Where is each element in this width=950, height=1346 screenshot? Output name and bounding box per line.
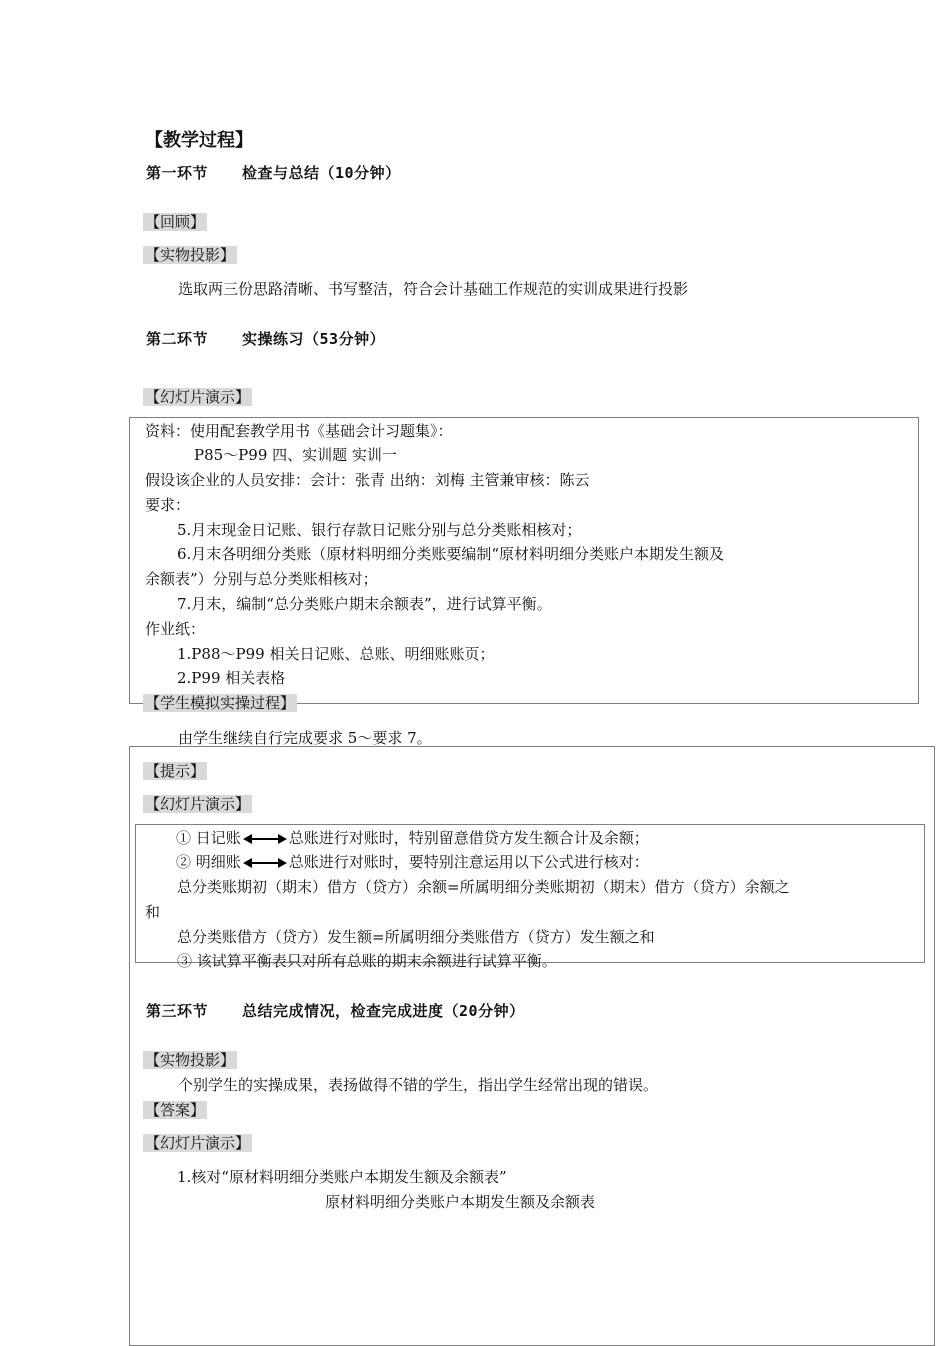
materials-line: P85～P99 四、实训题 实训一: [194, 446, 397, 464]
page-heading: 【教学过程】: [145, 130, 253, 151]
answer-line-1: 1.核对“原材料明细分类账户本期发生额及余额表”: [177, 1168, 507, 1186]
materials-line: 5.月末现金日记账、银行存款日记账分别与总分类账相核对；: [177, 521, 582, 539]
double-arrow-icon: [243, 857, 287, 869]
answer-table-title: 原材料明细分类账户本期发生额及余额表: [325, 1193, 596, 1211]
tag-review: 【回顾】: [145, 213, 206, 231]
section-2-label: 第二环节: [146, 330, 209, 348]
section-1-label: 第一环节: [146, 164, 209, 182]
tag-student-sim: 【学生模拟实操过程】: [145, 694, 296, 712]
materials-line: 假设该企业的人员安排：会计：张青 出纳：刘梅 主管兼审核：陈云: [145, 471, 590, 489]
section-1-header: [146, 162, 401, 183]
tag-projection-1: 【实物投影】: [145, 246, 236, 264]
hint-line-5: 总分类账借方（贷方）发生额=所属明细分类账借方（贷方）发生额之和: [177, 928, 655, 946]
tag-projection-2: 【实物投影】: [145, 1051, 236, 1069]
materials-line: 资料：使用配套教学用书《基础会计习题集》：: [145, 422, 453, 440]
hint-line-3: 总分类账期初（期末）借方（贷方）余额=所属明细分类账期初（期末）借方（贷方）余额之: [177, 878, 790, 896]
hint-detail-label: ② 明细账: [176, 853, 241, 871]
materials-line: 要求：: [145, 496, 191, 514]
section-2-title: 实操练习（53分钟）: [242, 330, 386, 348]
hint-detail-text: 总账进行对账时，要特别注意运用以下公式进行核对：: [288, 853, 649, 871]
materials-line: 余额表”）分别与总分类账相核对；: [145, 570, 378, 588]
double-arrow-icon: [243, 833, 287, 845]
section-3-label: 第三环节: [146, 1002, 209, 1020]
tag-slides-3: 【幻灯片演示】: [145, 1134, 251, 1152]
materials-line: 2.P99 相关表格: [177, 669, 286, 687]
hint-line-4: 和: [145, 903, 161, 921]
tag-slides-1: 【幻灯片演示】: [145, 388, 251, 406]
tag-answer: 【答案】: [145, 1101, 206, 1119]
section-3-header: [146, 1000, 525, 1021]
section-2-header: [146, 328, 385, 349]
section-3-title: 总结完成情况，检查完成进度（20分钟）: [242, 1002, 525, 1020]
materials-line: 作业纸：: [145, 620, 206, 638]
student-text: 由学生继续自行完成要求 5～要求 7。: [178, 729, 432, 747]
projection-text: 选取两三份思路清晰、书写整洁，符合会计基础工作规范的实训成果进行投影: [178, 280, 689, 298]
materials-line: 6.月末各明细分类账（原材料明细分类账要编制“原材料明细分类账户本期发生额及: [177, 545, 724, 563]
tag-hint: 【提示】: [145, 762, 206, 780]
materials-line: 1.P88～P99 相关日记账、总账、明细账账页；: [177, 645, 495, 663]
tag-slides-2: 【幻灯片演示】: [145, 795, 251, 813]
hint-journal-text: 总账进行对账时，特别留意借贷方发生额合计及余额；: [288, 829, 649, 847]
hint-line-6: ③ 该试算平衡表只对所有总账的期末余额进行试算平衡。: [177, 952, 557, 970]
materials-line: 7.月末，编制“总分类账户期末余额表”，进行试算平衡。: [177, 595, 552, 613]
hint-line-2: [176, 851, 649, 872]
hint-line-1: [176, 827, 649, 848]
projection-2-text: 个别学生的实操成果，表扬做得不错的学生，指出学生经常出现的错误。: [178, 1076, 659, 1094]
hint-journal-label: ① 日记账: [176, 829, 241, 847]
section-1-title: 检查与总结（10分钟）: [242, 164, 401, 182]
